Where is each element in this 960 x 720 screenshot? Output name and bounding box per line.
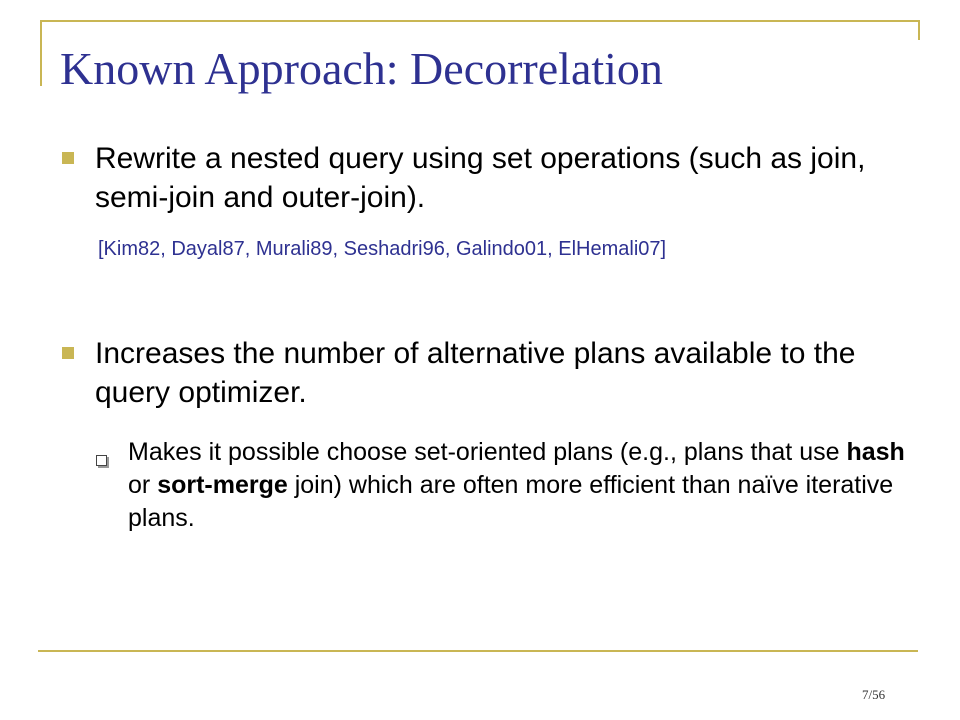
sub-bullet-checkbox-icon	[96, 455, 107, 466]
sub-bullet-bold-sort-merge: sort-merge	[157, 471, 288, 499]
sub-bullet-text	[128, 436, 908, 535]
bullet-marker-icon	[62, 347, 74, 359]
slide-title: Known Approach: Decorrelation	[60, 43, 663, 94]
sub-bullet-text-part: Makes it possible choose set-oriented plans (e.g., plans that use	[128, 438, 847, 466]
bullet-rewrite-text: Rewrite a nested query using set operations (such as join, semi-join and outer-join).	[95, 142, 866, 214]
page-number: 7/56	[862, 687, 886, 702]
sub-bullet-text-part: or	[128, 471, 158, 499]
frame-left-line	[40, 20, 42, 86]
bullet-marker-icon	[62, 152, 74, 164]
sub-bullet-text-part: join) which are often more efficient than naïve iterative plans.	[128, 471, 894, 532]
bullet-increases-text: Increases the number of alternative plans available to the query optimizer.	[95, 337, 856, 409]
footer-rule	[38, 650, 918, 652]
references-citation: [Kim82, Dayal87, Murali89, Seshadri96, Galindo01, ElHemali07]	[98, 238, 667, 260]
frame-top-line	[40, 20, 920, 22]
sub-bullet-bold-hash: hash	[846, 438, 905, 466]
frame-right-line	[918, 20, 920, 40]
